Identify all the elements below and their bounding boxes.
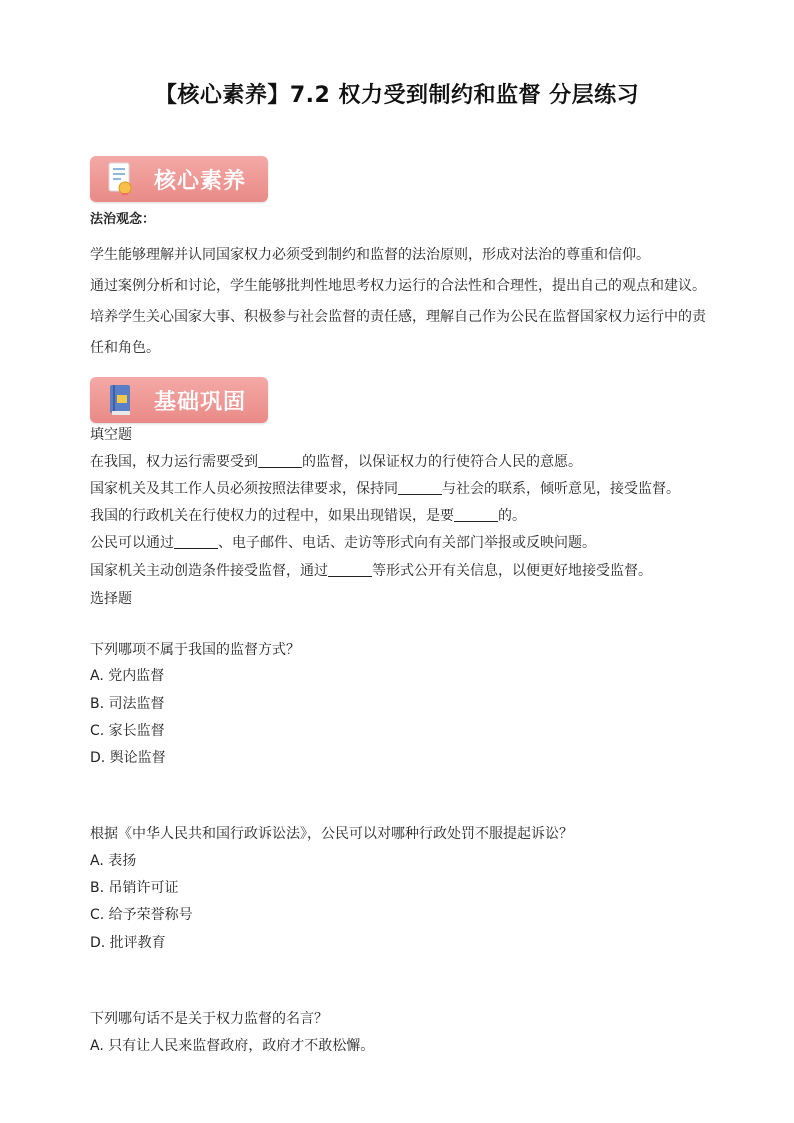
fill-item: 国家机关主动创造条件接受监督，通过 等形式公开有关信息，以便更好地接受监督。 (90, 563, 652, 579)
question-stem: 下列哪项不属于我国的监督方式？ (90, 642, 300, 658)
choice-heading: 选择题 (90, 591, 132, 607)
fill-blank-heading: 填空题 (90, 427, 132, 443)
core-paragraph: 通过案例分析和讨论，学生能够批判性地思考权力运行的合法性和合理性，提出自己的观点和建议。 (90, 278, 706, 294)
core-paragraph: 培养学生关心国家大事、积极参与社会监督的责任感，理解自己作为公民在监督国家权力运行中的责任和角色。 (90, 309, 706, 356)
question-stem: 根据《中华人民共和国行政诉讼法》，公民可以对哪种行政处罚不服提起诉讼？ (90, 826, 573, 842)
core-literacy-label: 核心素养 (154, 169, 247, 194)
document-icon (108, 162, 134, 196)
document-title: 【核心素养】7.2 权力受到制约和监督 分层练习 (154, 83, 640, 108)
book-icon (108, 383, 134, 417)
option-a[interactable]: A. 党内监督 (90, 668, 165, 684)
option-b[interactable]: B. 司法监督 (90, 696, 165, 712)
option-d[interactable]: D. 批评教育 (90, 935, 166, 951)
fill-item: 国家机关及其工作人员必须按照法律要求，保持同 与社会的联系，倾听意见，接受监督。 (90, 481, 680, 497)
answer-blank[interactable] (174, 534, 218, 549)
answer-blank[interactable] (258, 453, 302, 468)
fill-item: 我国的行政机关在行使权力的过程中，如果出现错误，是要 的。 (90, 508, 526, 524)
option-b[interactable]: B. 吊销许可证 (90, 880, 179, 896)
question-stem: 下列哪句话不是关于权力监督的名言？ (90, 1011, 328, 1027)
core-literacy-banner (90, 156, 268, 202)
option-c[interactable]: C. 给予荣誉称号 (90, 907, 193, 923)
core-paragraphs (90, 240, 710, 364)
basic-consolidation-label: 基础巩固 (154, 390, 247, 415)
option-a[interactable]: A. 只有让人民来监督政府，政府才不敢松懈。 (90, 1038, 375, 1054)
fill-item: 在我国，权力运行需要受到 的监督，以保证权力的行使符合人民的意愿。 (90, 454, 582, 470)
option-c[interactable]: C. 家长监督 (90, 723, 165, 739)
basic-consolidation-banner (90, 377, 268, 423)
core-paragraph: 学生能够理解并认同国家权力必须受到制约和监督的法治原则，形成对法治的尊重和信仰。 (90, 247, 650, 263)
option-a[interactable]: A. 表扬 (90, 853, 137, 869)
rule-of-law-heading: 法治观念： (90, 212, 156, 227)
answer-blank[interactable] (328, 562, 372, 577)
answer-blank[interactable] (398, 480, 442, 495)
answer-blank[interactable] (454, 507, 498, 522)
fill-item: 公民可以通过 、电子邮件、电话、走访等形式向有关部门举报或反映问题。 (90, 535, 596, 551)
option-d[interactable]: D. 舆论监督 (90, 750, 166, 766)
